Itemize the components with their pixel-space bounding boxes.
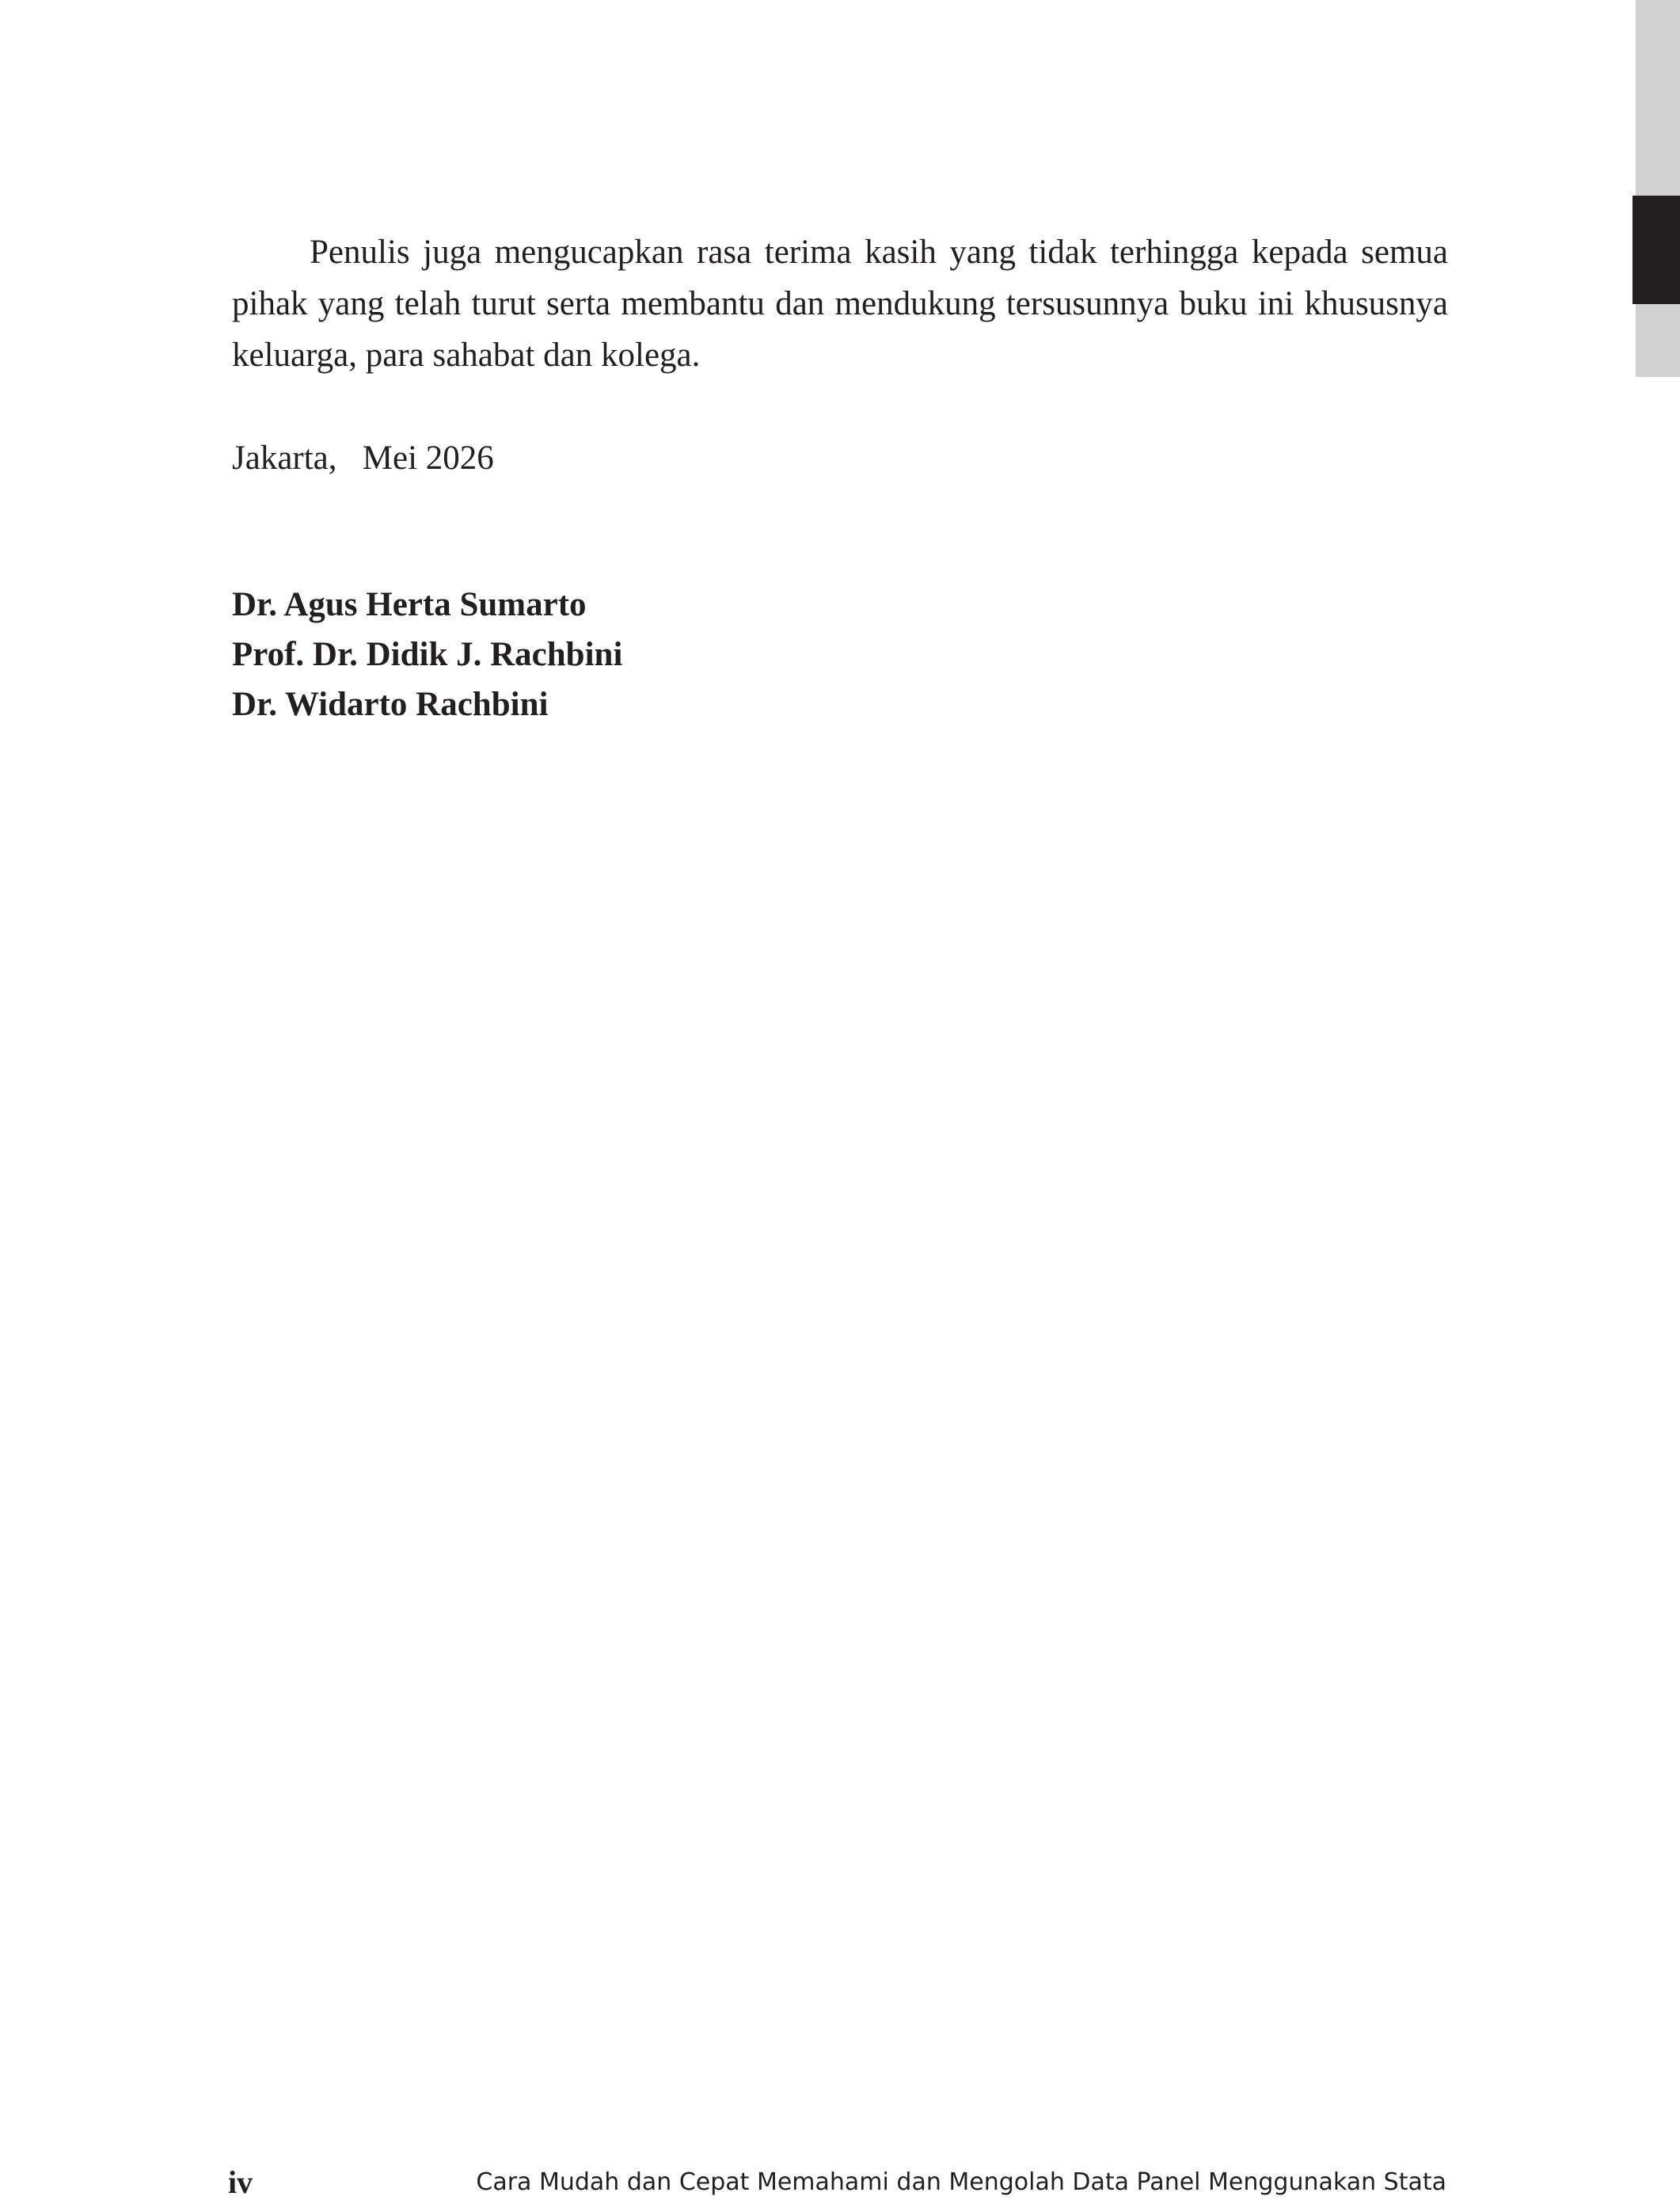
author-name: Prof. Dr. Didik J. Rachbini	[232, 636, 623, 673]
running-footer-title: Cara Mudah dan Cepat Memahami dan Mengolah Data Panel Menggunakan Stata	[476, 2168, 1446, 2196]
author-list	[232, 580, 1448, 729]
author-name: Dr. Widarto Rachbini	[232, 686, 549, 723]
edge-thumb-tab-light	[1636, 0, 1680, 377]
edge-thumb-tab-dark	[1632, 196, 1680, 304]
place-and-date: Jakarta, Mei 2026	[232, 440, 494, 477]
acknowledgement-paragraph: Penulis juga mengucapkan rasa terima kasih yang tidak terhingga kepada semua pihak yang telah turut serta membantu dan mendukung tersusunnya buku ini khususnya keluarga, para sahabat dan kolega.	[232, 234, 1448, 374]
page-number: iv	[228, 2164, 253, 2200]
author-name: Dr. Agus Herta Sumarto	[232, 586, 587, 623]
